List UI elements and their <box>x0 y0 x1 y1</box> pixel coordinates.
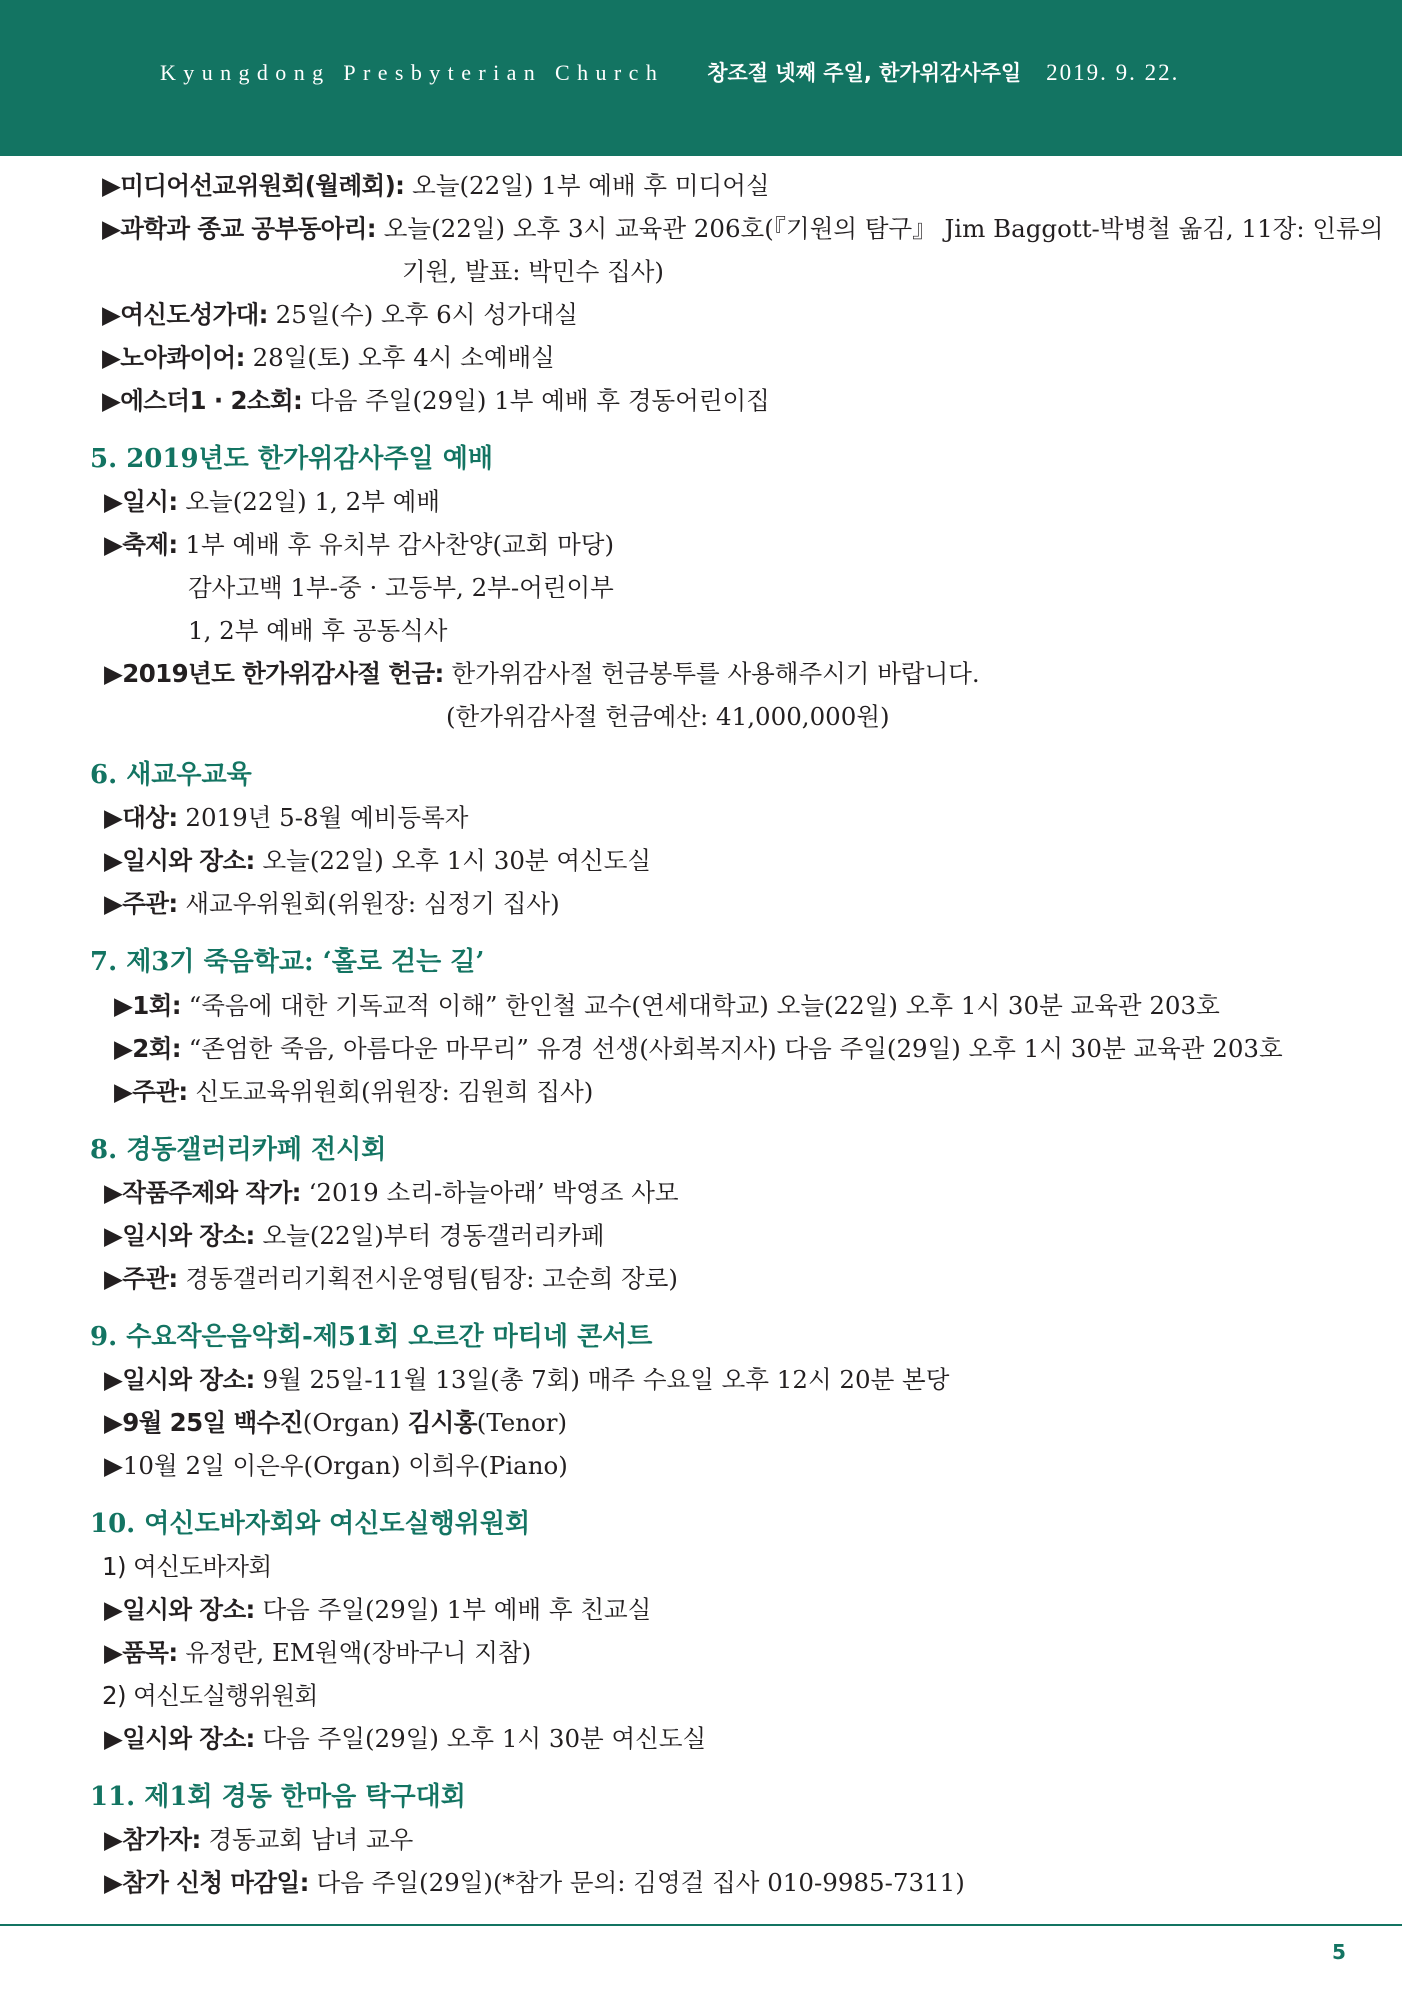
notice-line: ▶일시와 장소: 오늘(22일) 오후 1시 30분 여신도실 <box>104 846 652 875</box>
notice-line-continued: 기원, 발표: 박민수 집사) <box>402 257 664 286</box>
church-name: Kyungdong Presbyterian Church <box>160 60 665 85</box>
notice-line-continued: 1, 2부 예배 후 공동식사 <box>188 616 448 645</box>
notice-line: ▶노아콰이어: 28일(토) 오후 4시 소예배실 <box>102 343 555 372</box>
notice-line: ▶1회: “죽음에 대한 기독교적 이해” 한인철 교수(연세대학교) 오늘(22일) 오후 1시 30분 교육관 203호 <box>114 991 1220 1020</box>
notice-line: ▶2019년도 한가위감사절 헌금: 한가위감사절 헌금봉투를 사용해주시기 바랍니다. <box>104 659 980 688</box>
page-number: 5 <box>1332 1940 1346 1964</box>
notice-line: ▶참가자: 경동교회 남녀 교우 <box>104 1825 414 1854</box>
subsection-heading: 1) 여신도바자회 <box>102 1552 272 1581</box>
notice-line-continued: (한가위감사절 헌금예산: 41,000,000원) <box>446 702 890 731</box>
footer-divider <box>0 1924 1402 1926</box>
notice-line: ▶과학과 종교 공부동아리: 오늘(22일) 오후 3시 교육관 206호(『기원의 탐구』 Jim Baggott-박병철 옮김, 11장: 인류의 <box>102 214 1384 243</box>
sunday-title: 창조절 넷째 주일, 한가위감사주일 <box>707 61 1022 85</box>
notice-line: ▶여신도성가대: 25일(수) 오후 6시 성가대실 <box>102 300 578 329</box>
notice-line: ▶일시와 장소: 다음 주일(29일) 오후 1시 30분 여신도실 <box>104 1724 707 1753</box>
notice-line: ▶일시와 장소: 다음 주일(29일) 1부 예배 후 친교실 <box>104 1595 652 1624</box>
notice-line: ▶작품주제와 작가: ‘2019 소리-하늘아래’ 박영조 사모 <box>104 1178 679 1207</box>
notice-line: ▶10월 2일 이은우(Organ) 이희우(Piano) <box>104 1451 568 1480</box>
notice-line: ▶품목: 유정란, EM원액(장바구니 지참) <box>104 1638 532 1667</box>
notice-line-continued: 감사고백 1부-중 · 고등부, 2부-어린이부 <box>188 573 614 602</box>
notice-line: ▶주관: 새교우위원회(위원장: 심정기 집사) <box>104 889 560 918</box>
notice-line: ▶주관: 신도교육위원회(위원장: 김원희 집사) <box>114 1077 594 1106</box>
notice-line: ▶일시: 오늘(22일) 1, 2부 예배 <box>104 487 440 516</box>
notice-line: ▶주관: 경동갤러리기획전시운영팀(팀장: 고순희 장로) <box>104 1264 678 1293</box>
section-heading-5: 5. 2019년도 한가위감사주일 예배 <box>90 444 493 474</box>
section-heading-6: 6. 새교우교육 <box>90 760 252 790</box>
notice-line: ▶2회: “존엄한 죽음, 아름다운 마무리” 유경 선생(사회복지사) 다음 주일(29일) 오후 1시 30분 교육관 203호 <box>114 1034 1283 1063</box>
notice-line: ▶참가 신청 마감일: 다음 주일(29일)(*참가 문의: 김영걸 집사 010-9985-7311) <box>104 1868 965 1897</box>
notice-line: ▶일시와 장소: 9월 25일-11월 13일(총 7회) 매주 수요일 오후 12시 20분 본당 <box>104 1365 950 1394</box>
notice-line: ▶에스더1 · 2소회: 다음 주일(29일) 1부 예배 후 경동어린이집 <box>102 386 770 415</box>
section-heading-7: 7. 제3기 죽음학교: ‘홀로 걷는 길’ <box>90 947 485 977</box>
notice-line: ▶9월 25일 백수진(Organ) 김시홍(Tenor) <box>104 1408 568 1437</box>
section-heading-8: 8. 경동갤러리카페 전시회 <box>90 1135 387 1165</box>
subsection-heading: 2) 여신도실행위원회 <box>102 1681 318 1710</box>
notice-line: ▶대상: 2019년 5-8월 예비등록자 <box>104 803 469 832</box>
section-heading-9: 9. 수요작은음악회-제51회 오르간 마티네 콘서트 <box>90 1322 653 1352</box>
notice-line: ▶미디어선교위원회(월례회): 오늘(22일) 1부 예배 후 미디어실 <box>102 171 770 200</box>
notice-line: ▶축제: 1부 예배 후 유치부 감사찬양(교회 마당) <box>104 530 615 559</box>
bulletin-date: 2019. 9. 22. <box>1046 60 1180 85</box>
section-heading-11: 11. 제1회 경동 한마음 탁구대회 <box>90 1782 466 1812</box>
notice-line: ▶일시와 장소: 오늘(22일)부터 경동갤러리카페 <box>104 1221 605 1250</box>
section-heading-10: 10. 여신도바자회와 여신도실행위원회 <box>90 1509 531 1539</box>
